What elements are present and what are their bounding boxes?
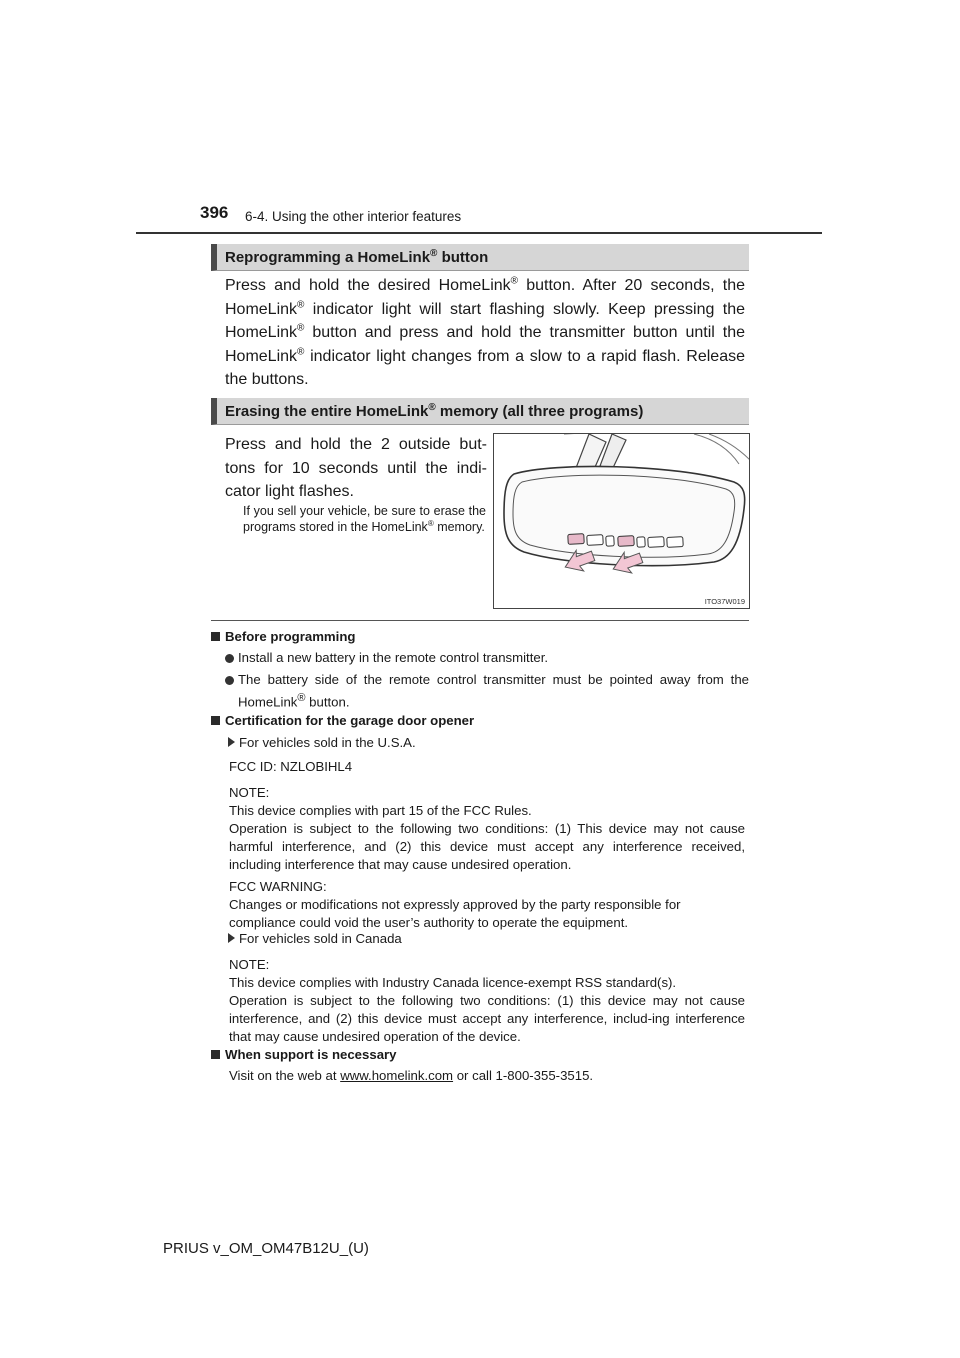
page-number: 396 bbox=[200, 203, 229, 222]
triangle-bullet-icon bbox=[228, 737, 235, 747]
reprogram-text-3: indicator light will start flashing slowly. Keep pressing the HomeLink bbox=[225, 300, 745, 341]
circle-bullet-icon bbox=[225, 676, 234, 685]
usa-note-1: This device complies with part 15 of the FCC Rules. bbox=[229, 803, 532, 818]
canada-label-text: For vehicles sold in Canada bbox=[239, 931, 402, 946]
support-title: When support is necessary bbox=[225, 1047, 397, 1062]
mirror-figure bbox=[493, 433, 750, 609]
reprogram-heading-post: button bbox=[437, 249, 489, 266]
canada-note-label: NOTE: bbox=[229, 957, 270, 972]
reprogram-heading-text: Reprogramming a HomeLink bbox=[225, 249, 431, 266]
canada-note-2: Operation is subject to the following two conditions: (1) this device may not cause interference, and (2) this device must accept any interference, includ-ing interference that may cause undesired operation of the device. bbox=[229, 993, 745, 1044]
warning-text: Changes or modifications not expressly approved by the party responsible for compliance could void the user’s authority to operate the equipment. bbox=[229, 897, 681, 930]
reprogram-heading bbox=[211, 244, 749, 271]
reg-mark: ® bbox=[427, 518, 434, 528]
square-bullet-icon bbox=[211, 1050, 220, 1059]
reg-mark: ® bbox=[297, 692, 306, 704]
reprogram-body bbox=[225, 274, 745, 392]
erase-note-post: memory. bbox=[433, 520, 485, 534]
reg-mark: ® bbox=[297, 299, 305, 311]
reg-mark: ® bbox=[297, 346, 305, 358]
before-item-2-text: The battery side of the remote control transmitter must be pointed away from the HomeLink bbox=[238, 672, 749, 710]
warning-label: FCC WARNING: bbox=[229, 879, 327, 894]
reg-mark: ® bbox=[297, 322, 305, 334]
support-heading bbox=[211, 1046, 749, 1064]
certification-heading bbox=[211, 712, 749, 730]
figure-code: ITO37W019 bbox=[704, 597, 745, 606]
certification-title: Certification for the garage door opener bbox=[225, 713, 475, 728]
section-title: 6-4. Using the other interior features bbox=[245, 209, 462, 224]
before-item-1-text: Install a new battery in the remote control transmitter. bbox=[238, 650, 549, 665]
erase-note bbox=[243, 503, 486, 535]
reprogram-text-2: button. After 20 seconds, the HomeLink bbox=[225, 277, 745, 318]
reprogram-text-1: Press and hold the desired HomeLink bbox=[225, 277, 511, 294]
usa-note-2: Operation is subject to the following two conditions: (1) This device may not cause harmful interference, and (2) this device must accept any interference received, including interference that may cause undesired operation. bbox=[229, 821, 745, 872]
reg-mark: ® bbox=[510, 275, 519, 287]
erase-note-text: If you sell your vehicle, be sure to erase the programs stored in the HomeLink bbox=[243, 504, 486, 534]
support-post: or call 1-800-355-3515. bbox=[453, 1068, 594, 1083]
reprogram-heading-reg: ® bbox=[430, 248, 438, 259]
before-item-1 bbox=[211, 649, 749, 667]
canada-note-1: This device complies with Industry Canada licence-exempt RSS standard(s). bbox=[229, 975, 677, 990]
reprogram-text-4: button and press and hold the transmitter button until the HomeLink bbox=[225, 324, 745, 365]
before-programming-title: Before programming bbox=[225, 629, 356, 644]
erase-heading-post: memory (all three programs) bbox=[435, 403, 644, 420]
reprogram-text-5: indicator light changes from a slow to a rapid flash. Release the buttons. bbox=[225, 347, 745, 388]
doc-id: PRIUS v_OM_OM47B12U_(U) bbox=[163, 1240, 369, 1257]
header-rule bbox=[136, 232, 822, 234]
usa-label-text: For vehicles sold in the U.S.A. bbox=[239, 735, 416, 750]
erase-body: Press and hold the 2 outside but-tons for 10 seconds until the indi-cator light flashes. bbox=[225, 436, 487, 500]
before-programming-heading bbox=[211, 628, 749, 646]
fcc-id: FCC ID: NZLOBIHL4 bbox=[229, 759, 353, 774]
erase-heading-reg: ® bbox=[428, 402, 436, 413]
support-text bbox=[229, 1067, 749, 1085]
mirror-illustration bbox=[494, 434, 750, 609]
circle-bullet-icon bbox=[225, 654, 234, 663]
before-item-2 bbox=[211, 671, 749, 711]
erase-heading bbox=[211, 398, 749, 425]
square-bullet-icon bbox=[211, 716, 220, 725]
usa-label bbox=[228, 734, 748, 752]
canada-label bbox=[228, 930, 748, 948]
homelink-link[interactable]: www.homelink.com bbox=[340, 1068, 454, 1083]
triangle-bullet-icon bbox=[228, 933, 235, 943]
usa-note-label: NOTE: bbox=[229, 785, 270, 800]
section-divider bbox=[211, 620, 749, 621]
support-pre: Visit on the web at bbox=[229, 1068, 341, 1083]
before-item-2-post: button. bbox=[305, 694, 350, 710]
square-bullet-icon bbox=[211, 632, 220, 641]
erase-heading-text: Erasing the entire HomeLink bbox=[225, 403, 429, 420]
